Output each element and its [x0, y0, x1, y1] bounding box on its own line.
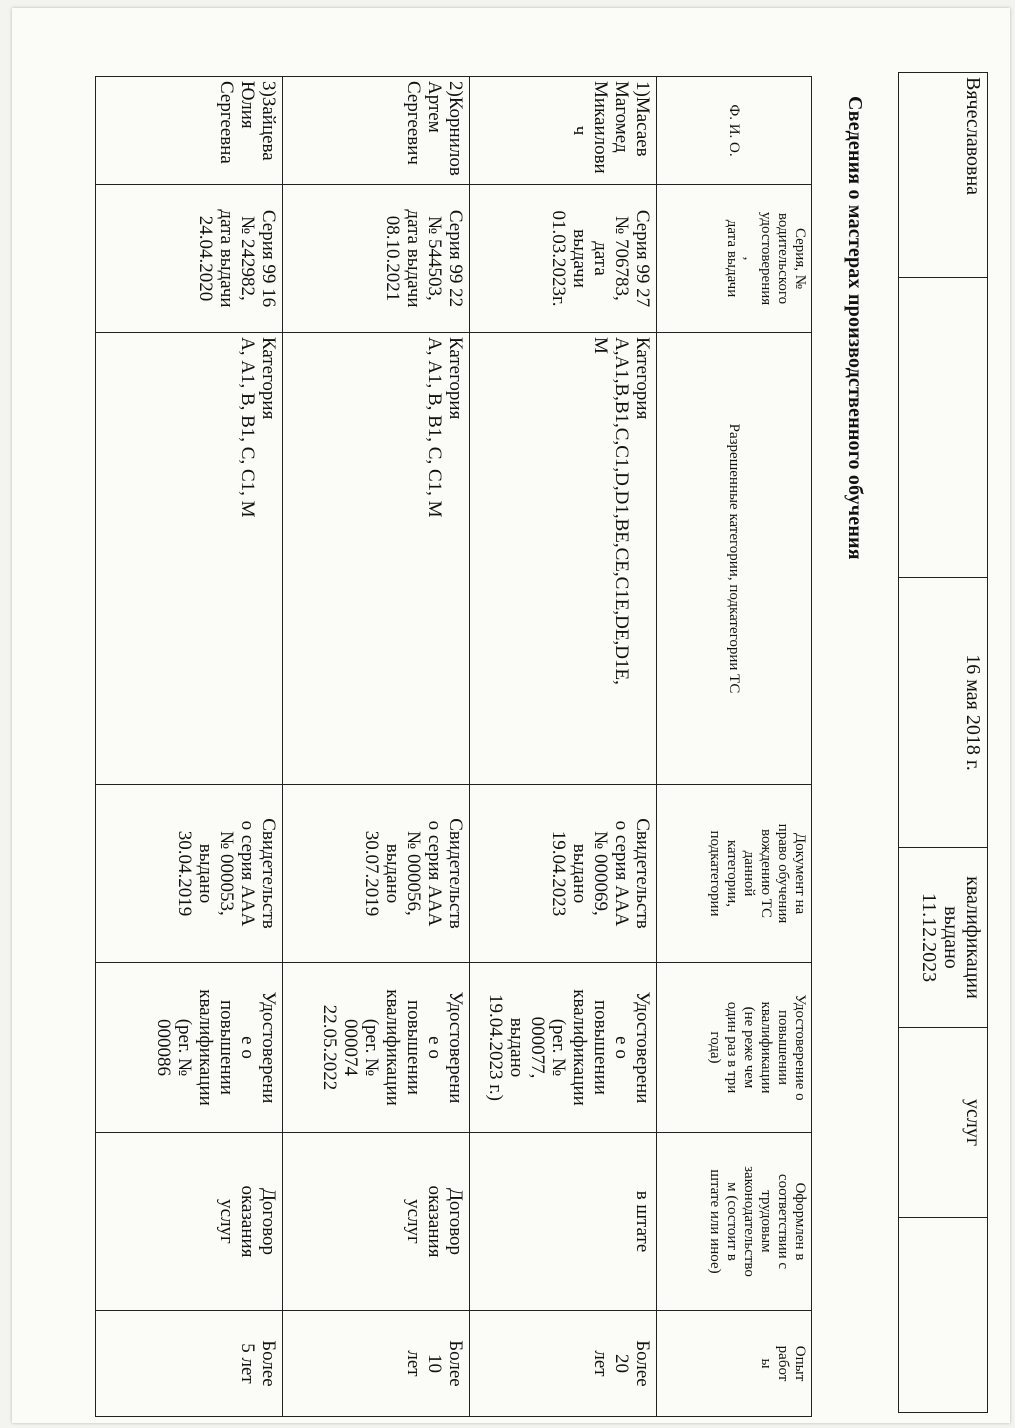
line: выдано — [940, 906, 962, 969]
line: Договор — [445, 1187, 466, 1256]
line: квалификации — [382, 989, 403, 1106]
line: водительского — [775, 212, 791, 305]
line: квалификации — [195, 989, 216, 1106]
line: года) — [707, 1031, 723, 1064]
rotated-content — [28, 16, 988, 1426]
line: Микаилови — [590, 81, 611, 174]
line: 08.10.2021 — [382, 215, 403, 302]
line: Свидетельств — [632, 818, 653, 929]
cell-qualification — [470, 963, 657, 1133]
cell-qualification — [96, 963, 283, 1133]
line: 30.04.2019 — [174, 830, 195, 917]
line: 30.07.2019 — [361, 830, 382, 917]
line: Серия, № — [792, 227, 808, 290]
cell-name — [96, 77, 283, 185]
line: законодательство — [741, 1166, 757, 1277]
line: подкатегории — [707, 830, 723, 917]
header-employment — [657, 1133, 812, 1311]
line: выдано — [382, 843, 403, 904]
line: А, А1, В, В1, С, С1, М — [237, 337, 258, 518]
line: Удостоверени — [632, 991, 653, 1104]
line: Оформлен в — [792, 1182, 808, 1261]
line: , — [741, 256, 757, 261]
line: 2)Корнилов — [445, 81, 466, 176]
header-qualification — [657, 963, 812, 1133]
header-license — [657, 185, 812, 333]
line: услуг — [403, 1199, 424, 1244]
line: работ — [775, 1345, 791, 1382]
header-training-doc — [657, 785, 812, 963]
line: Артем — [424, 81, 445, 133]
line: 000077, — [527, 1016, 548, 1079]
line: право обучения — [775, 823, 791, 924]
line: 11.12.2023 — [918, 892, 940, 983]
line: 5 лет — [237, 1343, 258, 1384]
line: дата выдачи — [403, 209, 424, 308]
line: Опыт — [792, 1345, 808, 1382]
line: м (состоит в — [724, 1182, 740, 1261]
fragment-col6 — [899, 1218, 988, 1413]
cell-categories — [470, 333, 657, 785]
line: о серия ААА — [237, 820, 258, 927]
line: Категория — [632, 337, 653, 420]
line: ы — [758, 1358, 774, 1369]
previous-table-fragment — [898, 72, 988, 1413]
line: № 242982, — [237, 216, 258, 301]
line: дата выдачи — [216, 209, 237, 308]
cell-qualification — [283, 963, 470, 1133]
section-title: Сведения о мастерах производственного обучения — [844, 96, 866, 560]
line: 3)Зайцева — [258, 81, 279, 161]
line: оказания — [424, 1185, 445, 1258]
line: 10 — [424, 1354, 445, 1373]
line: Категория — [445, 337, 466, 420]
cell-training-doc — [283, 785, 470, 963]
line: Серия 99 22 — [445, 209, 466, 308]
cell-license — [283, 185, 470, 333]
line: Удостоверени — [258, 991, 279, 1104]
line: Более — [632, 1340, 653, 1387]
line: соответствии с — [775, 1173, 791, 1270]
line: M — [590, 337, 611, 354]
line: Магомед — [611, 81, 632, 153]
instructors-table — [95, 76, 812, 1417]
line: трудовым — [758, 1190, 774, 1253]
fragment-employment: услуг — [899, 1028, 988, 1218]
line: данной — [741, 850, 757, 897]
line: 1)Масаев — [632, 81, 653, 157]
line: 24.04.2020 — [195, 215, 216, 302]
line: 20 — [611, 1354, 632, 1373]
line: ч — [569, 125, 590, 136]
line: № 706783, — [611, 216, 632, 301]
cell-license — [470, 185, 657, 333]
line: е о — [424, 1036, 445, 1059]
line: 01.03.2023г. — [548, 210, 569, 307]
cell-employment — [283, 1133, 470, 1311]
line: Свидетельств — [258, 818, 279, 929]
header-categories: Разрешенные категории, подкатегории ТС — [657, 333, 812, 785]
fragment-col2 — [899, 278, 988, 578]
cell-name — [470, 77, 657, 185]
document-page — [12, 8, 1010, 1423]
line: Серия 99 16 — [258, 209, 279, 308]
line: услуг — [216, 1199, 237, 1244]
line: оказания — [237, 1185, 258, 1258]
line: выдано — [569, 843, 590, 904]
cell-experience — [283, 1311, 470, 1417]
line: (рег. № — [174, 1018, 195, 1077]
line: Категория — [258, 337, 279, 420]
line: 19.04.2023 — [548, 830, 569, 917]
fragment-qualification — [899, 848, 988, 1028]
table-row — [96, 77, 283, 1417]
fragment-issue-date: 16 мая 2018 г. — [899, 578, 988, 848]
line: № 000053, — [216, 831, 237, 916]
line: (рег. № — [361, 1018, 382, 1077]
line: № 544503, — [424, 216, 445, 301]
line: квалификации — [758, 1001, 774, 1094]
line: повышении — [775, 1010, 791, 1085]
line: 22.05.2022 — [319, 1004, 340, 1091]
line: 19.04.2023 г.) — [485, 994, 506, 1101]
header-experience — [657, 1311, 812, 1417]
line: (не реже чем — [741, 1006, 757, 1089]
line: Договор — [258, 1187, 279, 1256]
line: Более — [258, 1340, 279, 1387]
line: А,А1,В,В1,С,С1,D,D1,BE,CE,C1E,DE,D1E, — [611, 337, 632, 685]
line: лет — [403, 1350, 424, 1377]
line: в штате — [632, 1190, 653, 1253]
line: № 000056, — [403, 831, 424, 916]
line: выдачи — [569, 229, 590, 288]
cell-training-doc — [470, 785, 657, 963]
line: выдано — [195, 843, 216, 904]
line: повышении — [403, 1000, 424, 1095]
fragment-name: Вячеславовна — [899, 73, 988, 278]
line: Серия 99 27 — [632, 209, 653, 308]
cell-categories — [283, 333, 470, 785]
cell-experience — [96, 1311, 283, 1417]
line: Удостоверение о — [792, 994, 808, 1101]
line: удостоверения — [758, 211, 774, 306]
line: № 000069, — [590, 831, 611, 916]
cell-training-doc — [96, 785, 283, 963]
line: Свидетельств — [445, 818, 466, 929]
line: о серия ААА — [424, 820, 445, 927]
line: дата — [590, 241, 611, 276]
line: е о — [611, 1036, 632, 1059]
line: (рег. № — [548, 1018, 569, 1077]
line: Сергеевна — [216, 81, 237, 164]
line: Документ на — [792, 832, 808, 915]
table-header-row — [657, 77, 812, 1417]
line: Более — [445, 1340, 466, 1387]
line: квалификации — [569, 989, 590, 1106]
line: 000074 — [340, 1019, 361, 1076]
cell-license — [96, 185, 283, 333]
line: 000086 — [153, 1019, 174, 1076]
cell-name — [283, 77, 470, 185]
table-row — [470, 77, 657, 1417]
table-row — [283, 77, 470, 1417]
line: один раз в три — [724, 1001, 740, 1094]
cell-employment — [470, 1133, 657, 1311]
cell-experience — [470, 1311, 657, 1417]
line: вождению ТС — [758, 829, 774, 918]
line: о серия ААА — [611, 820, 632, 927]
line: е о — [237, 1036, 258, 1059]
cell-employment — [96, 1133, 283, 1311]
header-name: Ф. И. О. — [657, 77, 812, 185]
cell-categories — [96, 333, 283, 785]
line: квалификации — [962, 876, 984, 999]
line: категории, — [724, 839, 740, 908]
line: повышении — [590, 1000, 611, 1095]
line: лет — [590, 1350, 611, 1377]
line: штате или иное) — [707, 1169, 723, 1274]
line: А, А1, В, В1, С, С1, М — [424, 337, 445, 518]
line: выдано — [506, 1017, 527, 1078]
line: дата выдачи — [724, 219, 740, 298]
line: Юлия — [237, 81, 258, 129]
line: повышении — [216, 1000, 237, 1095]
line: Удостоверени — [445, 991, 466, 1104]
line: Сергеевич — [403, 81, 424, 165]
